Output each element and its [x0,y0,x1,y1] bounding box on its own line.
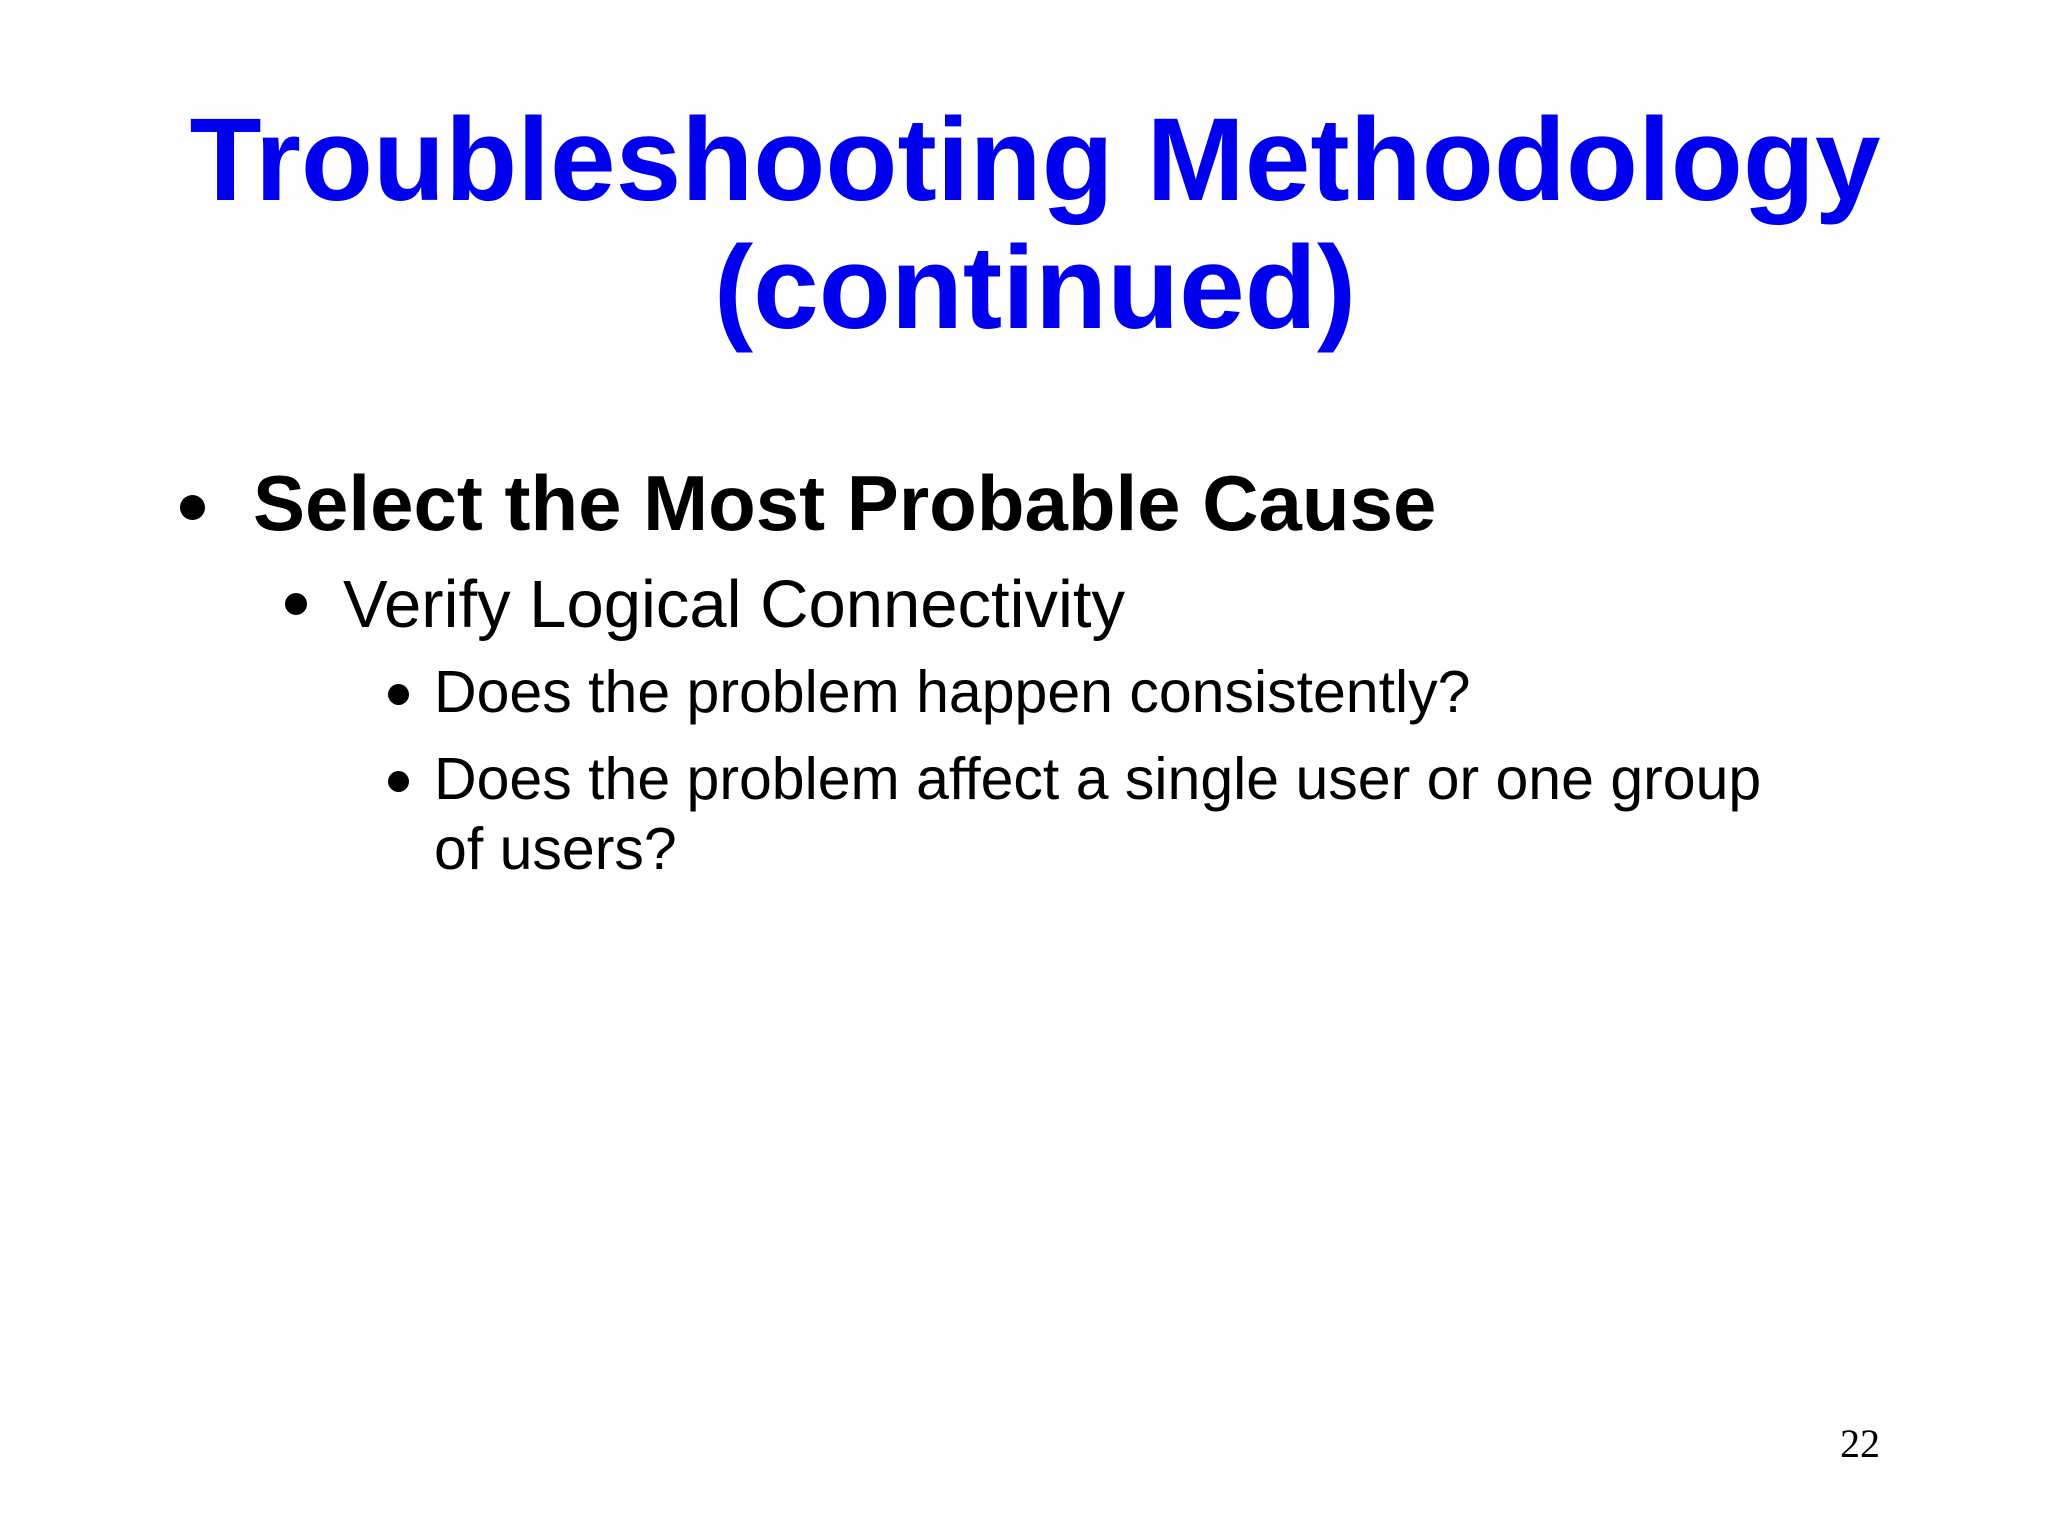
bullet-dot-icon [285,593,307,615]
bullet-level-3-item: Does the problem happen consistently? [434,659,1471,725]
bullet-level-3-item-continuation: of users? [434,816,677,882]
bullet-level-3-item: Does the problem affect a single user or one group [434,746,1762,812]
page-number: 22 [1840,1421,1880,1466]
bullet-dot-icon [180,495,205,520]
slide-title [120,96,1950,352]
slide-title-line-1: Troubleshooting Methodology [189,94,1881,226]
bullet-level-2: Verify Logical Connectivity [343,567,1126,642]
bullet-dot-icon [388,771,409,792]
slide-title-line-2: (continued) [713,222,1357,354]
bullet-level-1: Select the Most Probable Cause [253,459,1437,547]
bullet-dot-icon [388,684,409,705]
